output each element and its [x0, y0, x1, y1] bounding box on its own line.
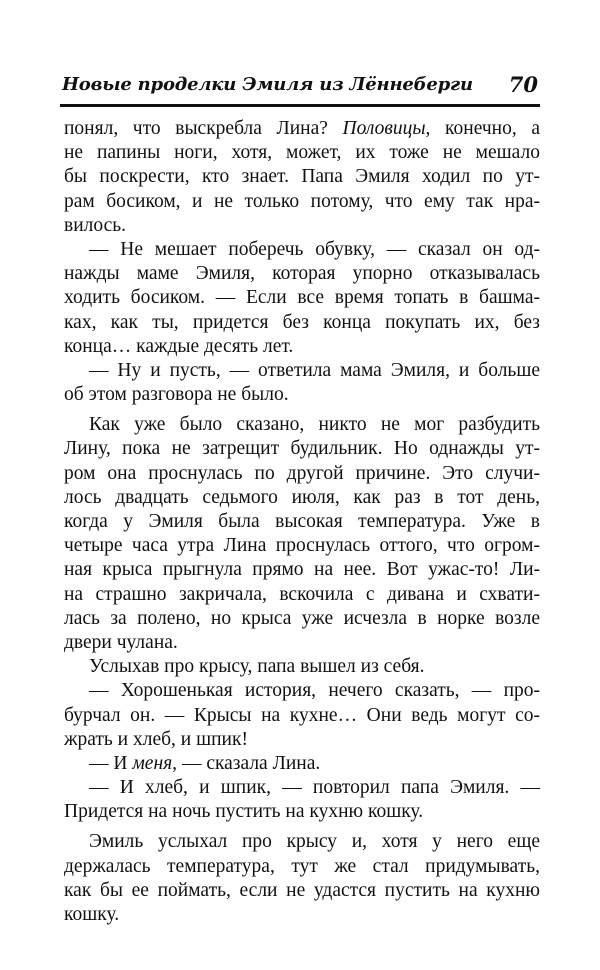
- text-line: ходить босиком. — Если все время топать в башма-: [64, 287, 540, 309]
- text-line: ках, как ты, придется без конца покупать их, без: [64, 311, 540, 333]
- text-line: лась за полено, но крыса уже исчезла в норке возле: [64, 607, 540, 629]
- paragraph-5: [64, 655, 540, 679]
- text-line: — Ну и пусть, — ответила мама Эмиля, и больше: [89, 359, 540, 381]
- paragraph-7: [64, 752, 540, 776]
- text-line: кошку.: [64, 904, 120, 925]
- text-line: конца… каждые десять лет.: [64, 335, 294, 357]
- paragraph-4: [64, 413, 540, 655]
- text-line: рам босиком, и не только потому, что ему так нра-: [64, 190, 540, 212]
- text-line: вилось.: [64, 214, 127, 236]
- text-line: четыре часа утра Лина проснулась оттого, что огром-: [64, 535, 540, 557]
- paragraph-3: [64, 359, 540, 407]
- text-line: Как уже было сказано, никто не мог разбудить: [89, 414, 540, 436]
- paragraph-6: [64, 679, 540, 752]
- text-line: на страшно закричала, вскочила с дивана и схвати-: [64, 583, 540, 605]
- text-line: — И хлеб, и шпик, — повторил папа Эмиля. —: [89, 777, 540, 799]
- text-line: Услыхав про крысу, папа вышел из себя.: [89, 656, 425, 678]
- text-line: бурчал он. — Крысы на кухне… Они ведь могут со-: [64, 704, 540, 726]
- paragraph-1: [64, 117, 540, 238]
- text-line: держалась температура, тут же стал придумывать,: [64, 855, 540, 877]
- italic-word: меня,: [132, 752, 178, 774]
- text-line: лось двадцать седьмого июля, как раз в тот день,: [64, 486, 540, 508]
- text-line: об этом разговора не было.: [64, 384, 289, 406]
- italic-word: Половицы,: [342, 118, 431, 139]
- book-title: Новые проделки Эмиля из Лённеберги: [62, 74, 473, 95]
- text-line: Придется на ночь пустить на кухню кошку.: [64, 801, 424, 823]
- paragraph-2: [64, 238, 540, 359]
- text-line: жрать и хлеб, и шпик!: [64, 728, 248, 750]
- text-line: бы поскрести, кто знает. Папа Эмиля ходил по ут-: [64, 166, 540, 188]
- header-rule: [60, 104, 540, 107]
- text-line: понял, что выскребла Лина? Половицы, конечно, а: [64, 118, 540, 139]
- text-line: ром она проснулась по другой причине. Это случи-: [64, 462, 540, 484]
- page-number: 70: [508, 72, 538, 97]
- text-line: как бы ее поймать, если не удастся пустить на кухню: [64, 879, 540, 901]
- text-line: ная крыса прыгнула прямо на нее. Вот ужас-то! Ли-: [64, 559, 540, 581]
- text-line: Лину, пока не затрещит будильник. Но однажды ут-: [64, 438, 540, 460]
- text-line: — Не мешает поберечь обувку, — сказал он од-: [89, 238, 540, 260]
- text-line: двери чулана.: [64, 631, 178, 653]
- text-line: не папины ноги, хотя, может, их тоже не мешало: [64, 142, 540, 164]
- text-line: нажды маме Эмиля, которая упорно отказывалась: [64, 263, 540, 285]
- running-header: [60, 72, 540, 102]
- text-line: — И меня, — сказала Лина.: [89, 752, 321, 774]
- text-line: когда у Эмиля была высокая температура. Уже в: [64, 511, 540, 532]
- paragraph-9: [64, 830, 540, 927]
- page-body: [64, 117, 540, 927]
- text-line: — Хорошенькая история, нечего сказать, — про-: [89, 680, 540, 702]
- text-line: Эмиль услыхал про крысу и, хотя у него еще: [89, 831, 540, 853]
- paragraph-8: [64, 776, 540, 824]
